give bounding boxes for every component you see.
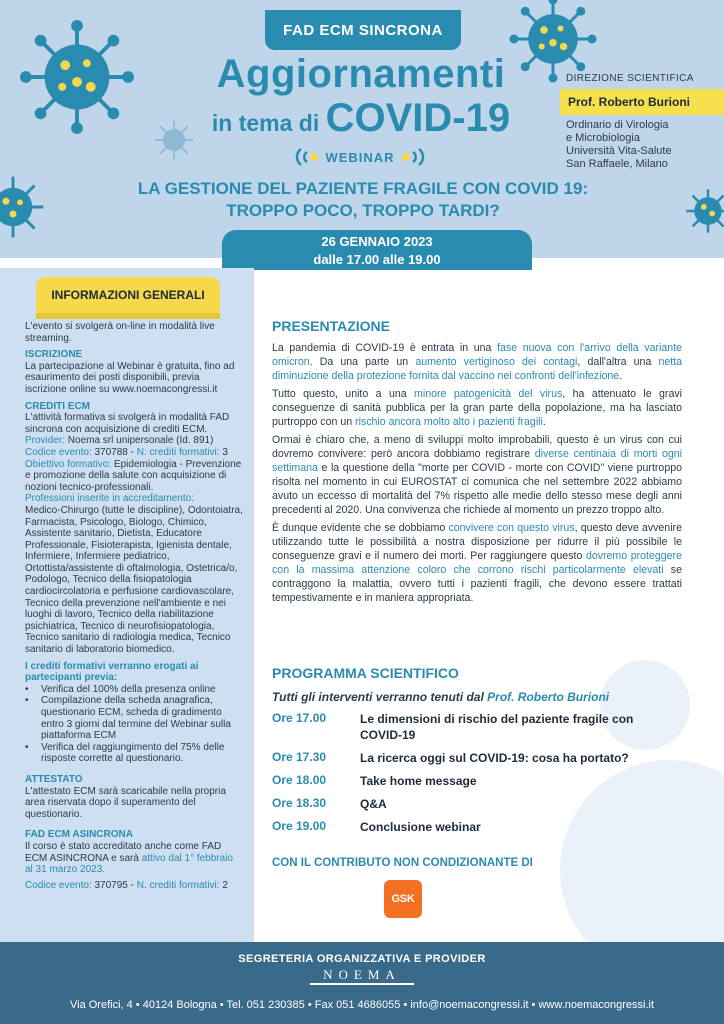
event-subtitle bbox=[80, 178, 646, 222]
crediti-text: L'attività formativa si svolgerà in modalità FAD sincrona con acquisizione di crediti ECM. bbox=[25, 412, 230, 435]
event-time: dalle 17.00 alle 19.00 bbox=[313, 252, 441, 267]
program-title: PROGRAMMA SCIENTIFICO bbox=[272, 665, 459, 681]
presentation-title: PRESENTAZIONE bbox=[272, 318, 390, 334]
program-item bbox=[272, 711, 692, 743]
text-span: se contraggono la malattia, ovvero tutti i pazienti fragili, che devono essere trattati tempestivamente e in maniera appropriata. bbox=[272, 564, 682, 604]
page-title-line2 bbox=[190, 96, 532, 141]
program-time: Ore 17.30 bbox=[272, 750, 327, 764]
crediti-heading: CREDITI ECM bbox=[25, 400, 90, 412]
footer-address: Via Orefici, 4 • 40124 Bologna • Tel. 051 230385 • Fax 051 4686055 • info@noemacongressi.it • www.noemacongressi.it bbox=[69, 999, 655, 1011]
asincrona-text-part: Il corso è stato accreditato anche come FAD ECM ASINCRONA e sarà bbox=[25, 840, 222, 864]
list-item: • Verifica del 100% della presenza online bbox=[25, 684, 243, 696]
page-title: Aggiornamenti bbox=[216, 52, 506, 96]
obiettivo-label: Obiettivo formativo: bbox=[25, 458, 112, 470]
date-bar bbox=[222, 230, 532, 270]
attestato-text: L'attestato ECM sarà scaricabile nella propria area riservata dopo il superamento del questionario. bbox=[25, 785, 226, 820]
presentation-paragraph bbox=[272, 341, 682, 383]
asincrona-text bbox=[25, 841, 243, 876]
text-span: La pandemia di COVID-19 è entrata in una bbox=[272, 342, 498, 354]
fad-badge: FAD ECM SINCRONA bbox=[265, 10, 461, 50]
program-section bbox=[272, 665, 692, 835]
ncrediti-label: N. crediti formativi: bbox=[136, 446, 220, 458]
codice-label: Codice evento: bbox=[25, 446, 92, 458]
broadcast-left-icon bbox=[291, 146, 319, 168]
director-desc-line: e Microbiologia bbox=[566, 132, 640, 144]
text-span: e la questione della "morte per COVID - morte con COVID" viene purtroppo risolta nel momento in cui EUROSTAT ci comunica che nel settembre 2022 abbiamo avuto un eccesso di mortalità del 7% rispetto alle medie dello stesso mese degli anni precedenti al 2020. Una convivenza che richiede al momento un prezzo troppo alto. bbox=[272, 462, 682, 516]
virus-icon bbox=[0, 172, 48, 242]
ncrediti-value: 3 bbox=[219, 446, 228, 458]
text-span: Tutto questo, unito a una bbox=[272, 388, 415, 400]
info-heading-shadow bbox=[36, 313, 220, 319]
highlight-span: rischio ancora molto alto i pazienti fragili bbox=[355, 416, 543, 428]
program-talk: Le dimensioni di rischio del paziente fragile con COVID-19 bbox=[360, 712, 634, 742]
asincrona-heading: FAD ECM ASINCRONA bbox=[25, 829, 133, 841]
header-banner bbox=[0, 0, 724, 258]
program-item bbox=[272, 773, 692, 789]
highlight-span: aumento vertiginoso dei contagi bbox=[415, 356, 578, 368]
director-description bbox=[566, 119, 672, 171]
highlight-span: minore patogenicità del virus bbox=[414, 388, 563, 400]
webinar-text: WEBINAR bbox=[325, 149, 395, 165]
program-item bbox=[272, 819, 692, 835]
program-speaker: Prof. Roberto Burioni bbox=[487, 690, 610, 704]
professioni-value: Medico-Chirurgo (tutte le discipline), Odontoiatra, Farmacista, Psicologo, Biologo, Chimico, Assistente sanitario, Dietista, Educatore Professionale, Fisioterapista, Igienista dentale, Infermiere, Infermiere pediatrico, Ortottista/assistente di oftalmologia, Ostetrica/o, Podologo, Tecnico della fisiopatologia cardiocircolatoria e perfusione cardiovascolare, Tecnico della prevenzione nell'ambiente e nei luoghi di lavoro, Tecnico della riabilitazione psichiatrica, Tecnico di neurofisiopatologia, Tecnico sanitario di radiologia medica, Tecnico sanitario di laboratorio biomedico. bbox=[25, 504, 243, 656]
ncrediti2-label: N. crediti formativi: bbox=[136, 879, 220, 891]
professioni-label: Professioni inserite in accreditamento: bbox=[25, 493, 194, 505]
text-span: Ormai è chiaro che, a meno di sviluppi molto improbabili, questo è un virus con cui dovremo convivere: però ancora dobbiamo registrare bbox=[272, 434, 682, 460]
highlight-span: diverse centinaia di morti ogni settimana bbox=[272, 448, 682, 474]
provider-value: Noema srl unipersonale (Id. 891) bbox=[65, 435, 214, 447]
program-intro bbox=[272, 690, 692, 704]
text-span: . bbox=[619, 370, 623, 382]
direction-label: DIREZIONE SCIENTIFICA bbox=[566, 73, 694, 84]
text-span: È dunque evidente che se dobbiamo bbox=[272, 522, 449, 534]
event-date: 26 GENNAIO 2023 bbox=[321, 234, 433, 249]
obiettivo-value: Epidemiologia - Prevenzione e promozione della salute con acquisizione di nozioni tecnico-professionali. bbox=[25, 458, 242, 493]
program-item bbox=[272, 750, 692, 766]
info-intro: L'evento si svolgerà on-line in modalità live streaming. bbox=[25, 321, 215, 344]
codice2-line bbox=[25, 880, 243, 892]
presentation-paragraph bbox=[272, 433, 682, 517]
asincrona-dates: attivo dal 1° febbraio al 31 marzo 2023. bbox=[25, 852, 233, 876]
obiettivo-line bbox=[25, 459, 243, 494]
logo-underline bbox=[310, 983, 414, 985]
ncrediti2-value: 2 bbox=[219, 879, 228, 891]
sponsor-label: CON IL CONTRIBUTO NON CONDIZIONANTE DI bbox=[272, 857, 533, 869]
info-heading: INFORMAZIONI GENERALI bbox=[36, 277, 220, 313]
presentation-section bbox=[272, 318, 682, 609]
presentation-paragraph bbox=[272, 387, 682, 429]
highlight-span: netta diminuzione della protezione fornita dal vaccino nei confronti dell'infezione bbox=[272, 356, 683, 382]
list-item: • Compilazione della scheda anagrafica, questionario ECM, scheda di gradimento entro 3 giorni dal termine del Webinar sulla piattaforma ECM bbox=[25, 695, 243, 741]
iscrizione-heading: ISCRIZIONE bbox=[25, 349, 83, 361]
highlight-span: dovremo proteggere con la massima attenzione coloro che corrono rischi particolarmente elevati bbox=[272, 550, 682, 576]
program-intro-text: Tutti gli interventi verranno tenuti dal bbox=[272, 690, 488, 704]
codice-value: 370788 - bbox=[91, 446, 137, 458]
title-covid: COVID-19 bbox=[325, 96, 511, 140]
subtitle-line1: LA GESTIONE DEL PAZIENTE FRAGILE CON COVID 19: bbox=[137, 179, 589, 198]
iscrizione-text: La partecipazione al Webinar è gratuita, fino ad esaurimento dei posti disponibili, previa iscrizione online su www.noemacongressi.it bbox=[25, 360, 235, 395]
text-span: , dall'altra una bbox=[577, 356, 659, 368]
info-content bbox=[25, 321, 243, 891]
director-desc-line: Ordinario di Virologia bbox=[566, 119, 669, 131]
codice-line bbox=[25, 447, 243, 459]
provider-line bbox=[25, 435, 243, 447]
program-time: Ore 18.00 bbox=[272, 773, 327, 787]
subtitle-line2: TROPPO POCO, TROPPO TARDI? bbox=[226, 201, 500, 220]
footer-title: SEGRETERIA ORGANIZZATIVA E PROVIDER bbox=[238, 953, 486, 965]
provider-label: Provider: bbox=[25, 435, 66, 447]
virus-icon bbox=[18, 18, 136, 136]
presentation-body bbox=[272, 341, 682, 605]
highlight-span: fase nuova con l'arrivo della variante omicron bbox=[272, 342, 682, 368]
list-item: • Verifica del raggiungimento del 75% delle risposte corrette al questionario. bbox=[25, 742, 243, 765]
program-time: Ore 17.00 bbox=[272, 711, 327, 725]
director-desc-line: Università Vita-Salute bbox=[566, 145, 672, 157]
text-span: , ha attenuato le gravi conseguenze di sanità pubblica per la gran parte della popolazione, ma ha lasciato purtroppo con un bbox=[272, 388, 682, 428]
text-span: . bbox=[542, 416, 546, 428]
program-talk: Take home message bbox=[360, 774, 477, 788]
text-span: . Da una parte un bbox=[309, 356, 416, 368]
program-talk: Conclusione webinar bbox=[360, 820, 481, 834]
webinar-label bbox=[290, 142, 430, 172]
program-talk: Q&A bbox=[360, 797, 387, 811]
codice2-value: 370795 - bbox=[91, 879, 137, 891]
noema-logo: NOEMA bbox=[323, 967, 401, 982]
footer bbox=[0, 942, 724, 1024]
program-talk: La ricerca oggi sul COVID-19: cosa ha portato? bbox=[360, 751, 629, 765]
text-span: , questo deve avvenire utilizzando tutte le possibilità a nostra disposizione per ridurre il più possibile le conseguenze gravi e il numero dei morti. Per raggiungere questo bbox=[272, 522, 682, 562]
broadcast-right-icon bbox=[401, 146, 429, 168]
attestato-heading: ATTESTATO bbox=[25, 773, 83, 785]
program-time: Ore 18.30 bbox=[272, 796, 327, 810]
codice2-label: Codice evento: bbox=[25, 879, 92, 891]
virus-icon bbox=[683, 186, 724, 236]
program-time: Ore 19.00 bbox=[272, 819, 327, 833]
presentation-paragraph bbox=[272, 521, 682, 605]
director-desc-line: San Raffaele, Milano bbox=[566, 158, 668, 170]
title-prefix: in tema di bbox=[211, 110, 326, 136]
gsk-logo: GSK bbox=[384, 880, 422, 918]
highlight-span: convivere con questo virus bbox=[448, 522, 575, 534]
program-item bbox=[272, 796, 692, 812]
erogati-heading: I crediti formativi verranno erogati ai partecipanti previa: bbox=[25, 660, 199, 684]
director-name: Prof. Roberto Burioni bbox=[560, 89, 724, 115]
